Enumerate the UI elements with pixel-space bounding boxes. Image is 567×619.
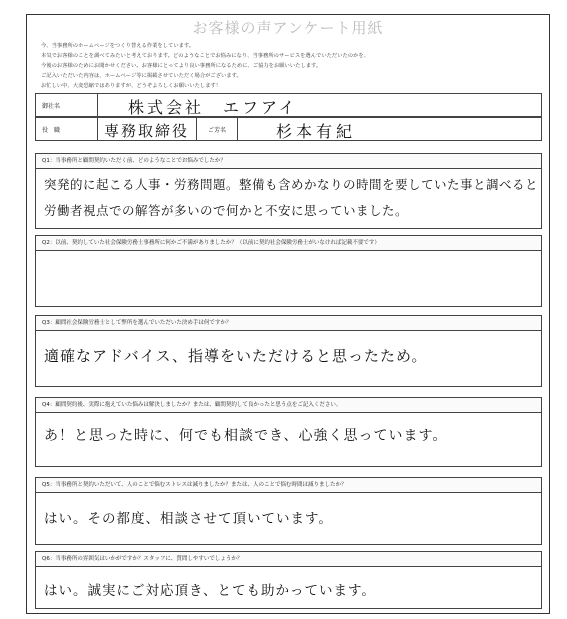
answer-line: 突発的に起こる人事・労務問題。整備も含めかなりの時間を要していた事と調べると: [44, 177, 539, 192]
title-value: 専務取締役: [104, 122, 190, 140]
intro-line: お忙しい中、大変恐縮ではありますが、どうぞよろしくお願いいたします！: [41, 83, 222, 89]
name-value: 杉本有紀: [276, 122, 357, 141]
answer-line: あ！と思った時に、何でも相談でき、心強く思っています。: [44, 428, 448, 444]
survey-sheet: [26, 14, 550, 614]
person-row: [35, 117, 542, 141]
question-text: Q2：以前、契約していた社会保険労務士事務所に何かご不満がありましたか？（以前に契約社会保険労務士がいなければ記載不要です）: [36, 236, 541, 251]
answer-line: はい。誠実にご対応頂き、とても助かっています。: [44, 583, 376, 599]
intro-line: 今、当事務所のホームページをつくり替える作業をしています。: [41, 43, 195, 49]
name-label: ご芳名: [196, 118, 238, 140]
question-text: Q3：顧問社会保険労務士として弊所を選んでいただいた決め手は何ですか？: [36, 316, 541, 331]
company-label: 御社名: [36, 94, 98, 116]
title-label: 役 職: [36, 118, 98, 140]
question-text: Q6：当事務所の雰囲気はいかがですか？スタッフに、質問しやすいでしょうか？: [36, 552, 541, 567]
question-text: Q5：当事務所と契約いただいて、人のことで悩むストレスは減りましたか？または、人のことで悩む時間は減りましたか？: [36, 478, 541, 493]
question-1: [35, 153, 542, 229]
answer-line: 適確なアドバイス、指導をいただけると思ったため。: [44, 347, 428, 365]
answer-line: はい。その都度、相談させて頂いています。: [44, 511, 333, 527]
question-text: Q4：顧問契約後、実際に抱えていた悩みは解決しましたか？または、顧問契約して良かったと思う点をご記入ください。: [36, 398, 541, 413]
company-value: 株式会社 エフアイ: [128, 98, 298, 117]
company-row: [35, 93, 542, 117]
intro-line: ご記入いただいた内容は、ホームページ等に掲載させていただく場合がございます。: [41, 73, 242, 79]
question-5: [35, 477, 542, 545]
intro-text: [41, 41, 539, 91]
question-3: [35, 315, 542, 387]
question-6: [35, 551, 542, 609]
intro-line: 本気でお客様のことを調べてみたいと考えております。どのようなことでお悩みになり、当事務所のサービスを選んでいただいたのかを、: [41, 53, 369, 59]
answer-area-empty: [36, 251, 541, 307]
question-4: [35, 397, 542, 467]
form-title: お客様の声アンケート用紙: [192, 19, 384, 37]
question-text: Q1：当事務所と顧問契約いただく前、どのようなことでお悩みでしたか？: [36, 154, 541, 169]
intro-line: 今後のお客様のためにお聞かせください。お客様にとってより良い事務所になるために、ご協力をお願いいたします。: [41, 63, 322, 69]
answer-line: 労働者視点での解答が多いので何かと不安に思っていました。: [44, 203, 409, 218]
question-2: [35, 235, 542, 307]
